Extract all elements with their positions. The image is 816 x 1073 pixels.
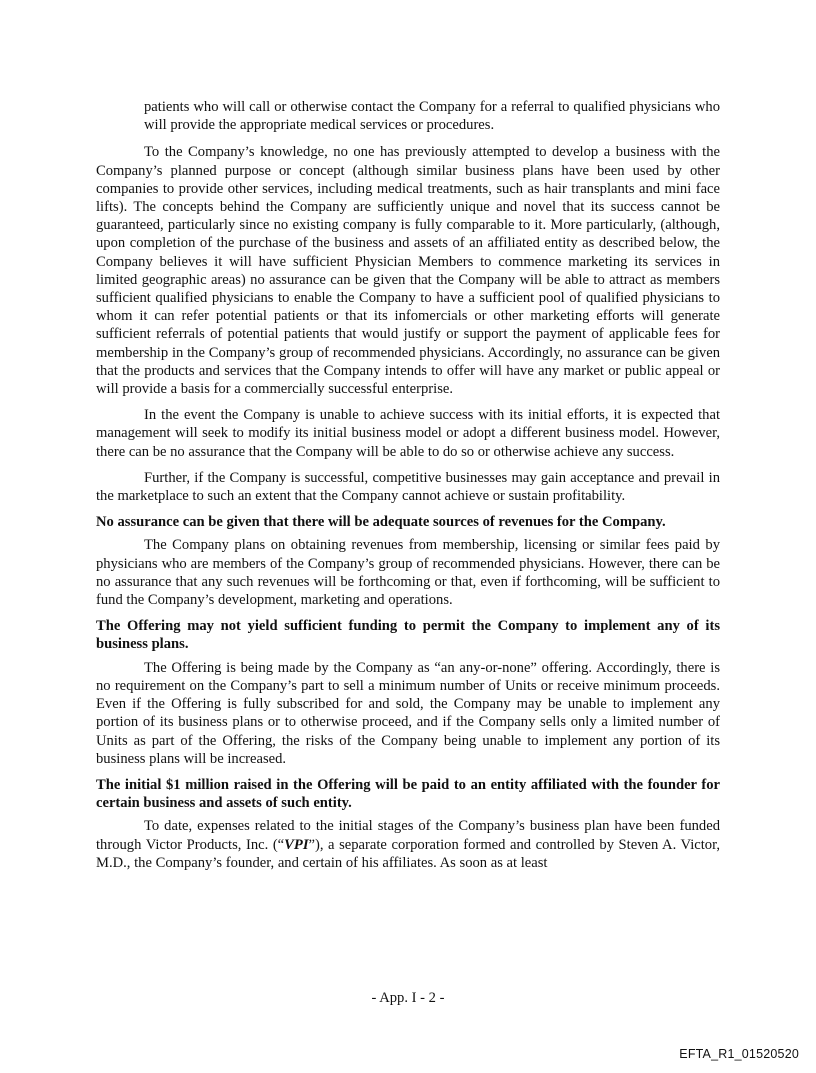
document-id: EFTA_R1_01520520	[679, 1047, 799, 1061]
heading-revenues: No assurance can be given that there will be adequate sources of revenues for the Company.	[96, 514, 666, 531]
document-body	[96, 98, 720, 880]
heading-offering-funding: The Offering may not yield sufficient funding to permit the Company to implement any of its business plans.	[96, 618, 720, 653]
heading-initial-million: The initial $1 million raised in the Offering will be paid to an entity affiliated with the founder for certain business and assets of such entity.	[96, 776, 720, 812]
paragraph-business-model: In the event the Company is unable to achieve success with its initial efforts, it is expected that management will seek to modify its initial business model or adopt a different business model. However, there can be no assurance that the Company will be able to do so or otherwise achieve any success.	[96, 407, 720, 460]
paragraph-novel-concept: To the Company’s knowledge, no one has previously attempted to develop a business with the Company’s planned purpose or concept (although similar business plans have been used by other companies to provide other services, including medical treatments, such as hair transplants and mini face lifts). The concepts behind the Company are sufficiently unique and novel that its success cannot be guaranteed, particularly since no existing company is fully comparable to it. More particularly, (although, upon completion of the purchase of the business and assets of an affiliated entity as described below, the Company believes it will have sufficient Physician Members to commence marketing its services in limited geographic areas) no assurance can be given that the Company will be able to attract as members sufficient qualified physicians to enable the Company to have a sufficient pool of qualified physicians to whom it can refer potential patients or that its infomercials or other marketing efforts will generate sufficient referrals of potential patients that would justify or support the payment of applicable fees for membership in the Company’s group of recommended physicians. Accordingly, no assurance can be given that the products and services that the Company intends to offer will have any market or public appeal or will provide a basis for a commercially successful enterprise.	[96, 144, 720, 398]
paragraph-revenues: The Company plans on obtaining revenues from membership, licensing or similar fees paid by physicians who are members of the Company’s group of recommended physicians. However, there can be no assurance that any such revenues will be forthcoming or that, even if forthcoming, will be sufficient to fund the Company’s development, marketing and operations.	[96, 537, 720, 609]
page-number: - App. I - 2 -	[371, 990, 445, 1006]
paragraph-offering-funding: The Offering is being made by the Company as “an any-or-none” offering. Accordingly, there is no requirement on the Company’s part to sell a minimum number of Units or receive minimum proceeds. Even if the Offering is fully subscribed for and sold, the Company may be unable to implement any portion of its business plans or to otherwise proceed, and if the Company sells only a limited number of Units as part of the Offering, the risks of the Company being unable to implement any portion of its business plans will be increased.	[96, 659, 720, 767]
vpi-abbreviation: VPI	[284, 836, 309, 853]
paragraph-competition: Further, if the Company is successful, competitive businesses may gain acceptance and prevail in the marketplace to such an extent that the Company cannot achieve or sustain profitability.	[96, 469, 720, 505]
continuation-paragraph: patients who will call or otherwise contact the Company for a referral to qualified physicians who will provide the appropriate medical services or procedures.	[144, 99, 720, 134]
paragraph-text-before-vpi: To date, expenses related to the initial stages of the Company’s business plan have been funded through Victor Products, Inc. (“	[96, 818, 720, 853]
paragraph-text-after-vpi: ”), a separate corporation formed and controlled by Steven A. Victor, M.D., the Company’s founder, and certain of his affiliates. As soon as at least	[96, 836, 721, 871]
paragraph-initial-million	[96, 817, 720, 872]
